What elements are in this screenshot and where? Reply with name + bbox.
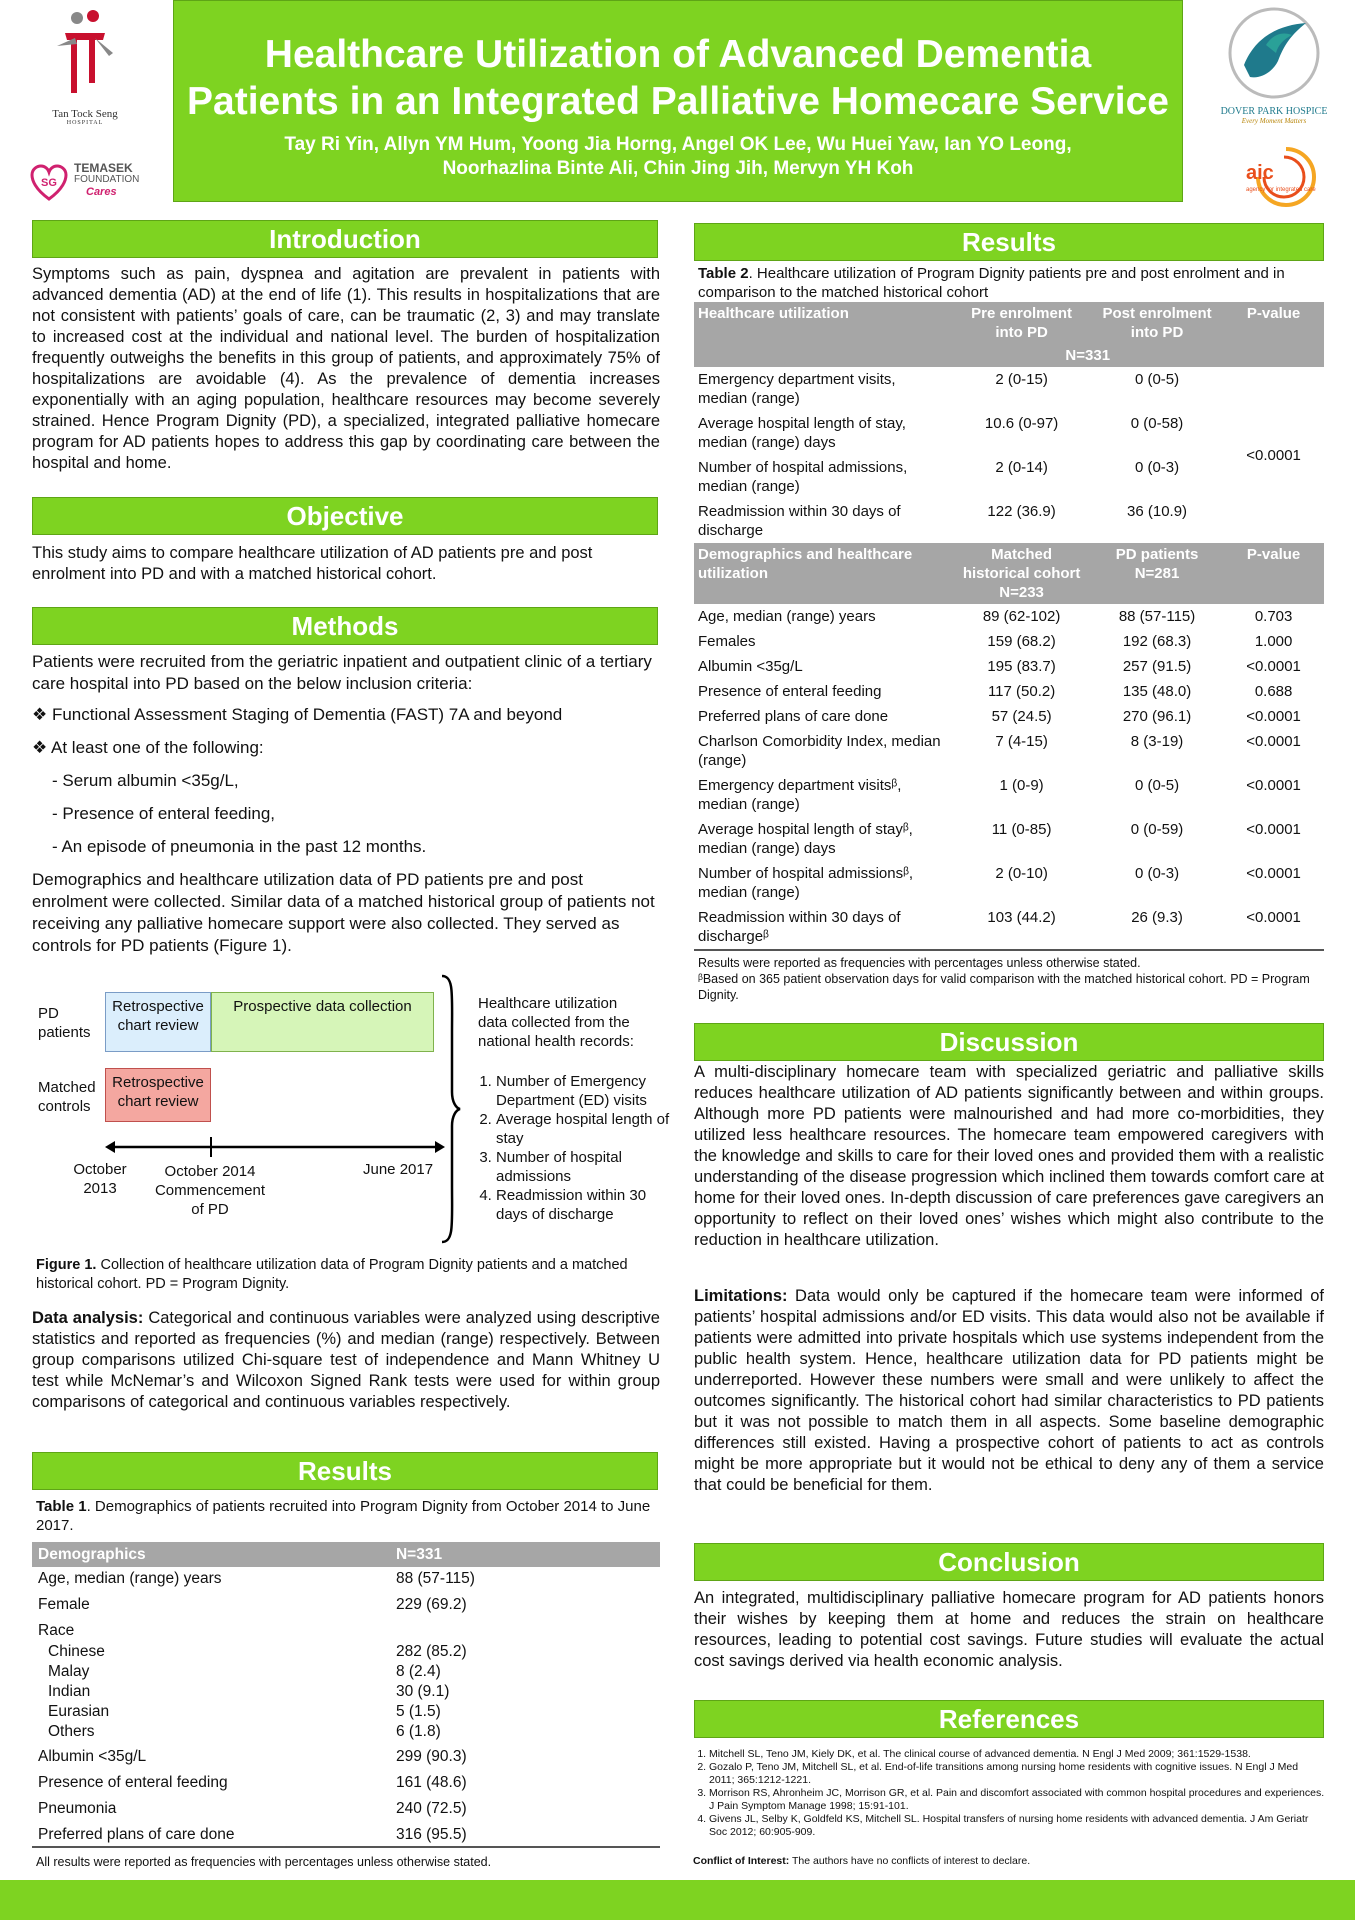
table-2-header: Pre enrolment into PD xyxy=(952,302,1091,344)
fig-hc-item: 3. Number of hospital admissions xyxy=(496,1148,670,1186)
table-cell xyxy=(390,1616,660,1642)
table-row xyxy=(32,1820,660,1847)
table-cell: 122 (36.9) xyxy=(987,503,1056,520)
aic-rings-icon xyxy=(1236,145,1322,207)
table-cell: Eurasian xyxy=(48,1703,110,1720)
title-line-1: Healthcare Utilization of Advanced Dementia xyxy=(264,33,1092,76)
table-2-p-value: <0.0001 xyxy=(1246,446,1301,464)
table-cell: 161 (48.6) xyxy=(395,1774,467,1791)
table-row xyxy=(694,367,1324,411)
methods-data-collection: Demographics and healthcare utilization data of PD patients pre and post enrolment were collected. Similar data of a matched historical group of patients not receiving any palliative homecare support were also collected. They served as controls for PD patients (Figure 1). xyxy=(32,870,655,955)
table-2-note: Results were reported as frequencies with percentages unless otherwise stated. xyxy=(698,956,1141,970)
table-cell: 159 (68.2) xyxy=(987,633,1056,650)
fig-oct-2014: October 2014 Commencement of PD xyxy=(154,1163,266,1218)
table-cell: Females xyxy=(698,633,756,650)
table-cell: 88 (57-115) xyxy=(1118,608,1196,625)
table-cell: 0 (0-3) xyxy=(1134,459,1180,476)
table-1-caption-label: Table 1 xyxy=(36,1498,87,1515)
limitations-label: Limitations: xyxy=(694,1287,788,1305)
temasek-logo xyxy=(30,160,160,205)
ttsh-logo xyxy=(30,8,140,138)
table-cell: 30 (9.1) xyxy=(395,1683,450,1700)
table-2 xyxy=(694,302,1324,1003)
reference-item: 1. Mitchell SL, Teno JM, Kiely DK, et al. The clinical course of advanced dementia. N Engl J Med 2009; 361:1529-1538. xyxy=(709,1748,1326,1761)
table-cell: 11 (0-85) xyxy=(991,821,1052,838)
table-cell: Preferred plans of care done xyxy=(38,1826,235,1843)
table-cell: Albumin <35g/L xyxy=(38,1748,147,1765)
fig-hc-list xyxy=(478,1072,670,1224)
footer-bar xyxy=(0,1880,1355,1920)
table-cell: 8 (2.4) xyxy=(395,1663,441,1680)
fig-brace xyxy=(440,974,462,1244)
temasek-name: TEMASEK xyxy=(74,161,133,175)
table-row xyxy=(694,905,1324,950)
table-cell: Emergency department visitsᵝ, median (range) xyxy=(698,777,902,813)
table-2-header: Healthcare utilization xyxy=(694,302,952,344)
table-cell: Preferred plans of care done xyxy=(698,708,889,725)
criterion-albumin: - Serum albumin <35g/L, xyxy=(52,771,239,790)
table-cell: 10.6 (0-97) xyxy=(984,415,1059,432)
figure-1 xyxy=(30,970,670,1250)
criterion-pneumonia: - An episode of pneumonia in the past 12 months. xyxy=(52,837,427,856)
objective-heading: Objective xyxy=(32,497,658,535)
table-cell: <0.0001 xyxy=(1246,733,1301,750)
conflict-of-interest xyxy=(693,1855,1326,1868)
temasek-cares: Cares xyxy=(86,186,117,198)
discussion-heading: Discussion xyxy=(694,1023,1324,1061)
table-1-caption-text: . Demographics of patients recruited into Program Dignity from October 2014 to June 2017. xyxy=(36,1498,651,1534)
references-heading: References xyxy=(694,1700,1324,1738)
table-1-header: N=331 xyxy=(390,1542,660,1567)
conclusion-text: An integrated, multidisciplinary palliative homecare program for AD patients honors their wishes by keeping them at home and reduces the strain on healthcare resources, leading to potential cost savings. Future studies will evaluate the actual cost savings derived via health economic analysis. xyxy=(694,1589,1324,1670)
table-cell: 89 (62-102) xyxy=(982,608,1061,625)
table-cell: 36 (10.9) xyxy=(1127,503,1188,520)
aic-logo xyxy=(1236,145,1322,207)
table-2-header: Post enrolment into PD xyxy=(1091,302,1223,344)
table-cell: Others xyxy=(48,1723,95,1740)
table-cell: 0 (0-5) xyxy=(1134,777,1180,794)
table-row xyxy=(694,679,1324,704)
introduction-text: Symptoms such as pain, dyspnea and agitation are prevalent in patients with advanced dementia (AD) at the end of life (1). This results in hospitalizations that are not consistent with patients’ goals of care, can be traumatic (2, 3) and may translate to increased cost at the individual and national level. The burden of hospitalization frequently outweighs the benefits in this group of patients, and approximately 75% of hospitalizations are avoidable (4). As the prevalence of dementia increases exponentially with an aging population, healthcare resources may become severely strained. Hence Program Dignity (PD), a specialized, integrated palliative homecare program for AD patients hopes to address this gap by coordinating care between the hospital and home. xyxy=(32,265,660,472)
table-cell: 229 (69.2) xyxy=(395,1596,467,1613)
table-cell: 26 (9.3) xyxy=(1131,909,1183,926)
table-row xyxy=(694,861,1324,905)
table-2-header: Matched historical cohort N=233 xyxy=(952,543,1091,604)
table-cell: Readmission within 30 days of discharge xyxy=(698,503,901,539)
table-cell: 117 (50.2) xyxy=(987,683,1056,700)
svg-text:aic: aic xyxy=(1246,162,1274,184)
ttsh-sub: HOSPITAL xyxy=(66,120,104,126)
table-cell: 135 (48.0) xyxy=(1122,683,1192,700)
methods-heading: Methods xyxy=(32,607,658,645)
fig-hc-item: 1. Number of Emergency Department (ED) visits xyxy=(496,1072,670,1110)
table-cell: Pneumonia xyxy=(38,1800,117,1817)
table-cell: 6 (1.8) xyxy=(395,1723,441,1740)
table-row xyxy=(694,817,1324,861)
introduction-heading: Introduction xyxy=(32,220,658,258)
results-heading-left: Results xyxy=(32,1452,658,1490)
table-cell: 0.703 xyxy=(1254,608,1293,625)
reference-item: 4. Givens JL, Selby K, Goldfeld KS, Mitchell SL. Hospital transfers of nursing home residents with advanced dementia. J Am Geriatr Soc 2012; 60:905-909. xyxy=(709,1813,1326,1839)
table-cell: Average hospital length of stayᵝ, median (range) days xyxy=(698,821,913,857)
table-cell: Emergency department visits, median (range) xyxy=(698,371,896,407)
table-cell: 299 (90.3) xyxy=(395,1748,467,1765)
table-cell: 316 (95.5) xyxy=(395,1826,467,1843)
figure-1-caption xyxy=(36,1256,656,1294)
table-cell: 2 (0-15) xyxy=(995,371,1048,388)
table-2-notes xyxy=(694,955,1324,1003)
table-cell: Number of hospital admissions, median (range) xyxy=(698,459,908,495)
table-cell: 103 (44.2) xyxy=(987,909,1056,926)
table-cell: 240 (72.5) xyxy=(395,1800,467,1817)
table-cell: Age, median (range) years xyxy=(698,608,876,625)
table-row xyxy=(32,1567,660,1590)
table-1-caption xyxy=(36,1497,658,1535)
table-row xyxy=(694,654,1324,679)
table-row xyxy=(32,1642,660,1662)
table-cell: Presence of enteral feeding xyxy=(38,1774,228,1791)
table-cell: 2 (0-14) xyxy=(995,459,1048,476)
data-analysis xyxy=(32,1308,660,1413)
data-analysis-label: Data analysis: xyxy=(32,1309,144,1327)
table-cell: 1.000 xyxy=(1254,633,1293,650)
table-cell: 0 (0-59) xyxy=(1130,821,1184,838)
table-2-caption xyxy=(698,264,1324,302)
table-2-caption-label: Table 2 xyxy=(698,265,749,282)
table-cell: 57 (24.5) xyxy=(991,708,1052,725)
table-cell: Malay xyxy=(48,1663,90,1680)
table-cell: Chinese xyxy=(48,1643,105,1660)
table-cell: <0.0001 xyxy=(1246,909,1301,926)
table-cell: Female xyxy=(38,1596,90,1613)
title-line-2: Patients in an Integrated Palliative Homecare Service xyxy=(187,80,1169,123)
methods-intro: Patients were recruited from the geriatric inpatient and outpatient clinic of a tertiary care hospital into PD based on the below inclusion criteria: xyxy=(32,652,652,693)
svg-text:SG: SG xyxy=(41,177,57,189)
reference-item: 3. Morrison RS, Ahronheim JC, Morrison GR, et al. Pain and discomfort associated with common hospital procedures and experiences. J Pain Symptom Manage 1998; 15:91-101. xyxy=(709,1787,1326,1813)
table-2-header: P-value xyxy=(1223,302,1324,344)
poster-title xyxy=(174,31,1182,125)
table-row xyxy=(694,629,1324,654)
fig-hc-item: 4. Readmission within 30 days of discharge xyxy=(496,1186,670,1224)
table-2-header: PD patients N=281 xyxy=(1091,543,1223,604)
ttsh-figure-icon xyxy=(45,8,125,103)
authors-line-2: Noorhazlina Binte Ali, Chin Jing Jih, Mervyn YH Koh xyxy=(442,158,914,179)
conclusion-heading: Conclusion xyxy=(694,1543,1324,1581)
table-row xyxy=(694,704,1324,729)
fig-retro-box-controls: Retrospective chart review xyxy=(105,1068,211,1122)
table-row xyxy=(32,1662,660,1682)
fig-retro-box-pd: Retrospective chart review xyxy=(105,992,211,1052)
fig-oct-2013: October 2013 xyxy=(73,1161,127,1197)
table-cell: 0.688 xyxy=(1254,683,1293,700)
table-cell: 88 (57-115) xyxy=(395,1570,475,1587)
limitations xyxy=(694,1286,1324,1496)
dph-tagline: Every Moment Matters xyxy=(1241,117,1307,125)
table-1-header: Demographics xyxy=(32,1542,390,1567)
authors-line-1: Tay Ri Yin, Allyn YM Hum, Yoong Jia Horng, Angel OK Lee, Wu Huei Yaw, Ian YO Leong, xyxy=(284,134,1072,155)
limitations-text: Data would only be captured if the homecare team were informed of patients’ hospital admissions and/or ED visits. This data would also not be available if patients were admitted into private hospitals which use systems independent from the public health system. Hence, healthcare utilization data for PD patients might be underreported. However these numbers were small and were unlikely to affect the outcomes significantly. The historical cohort had similar characteristics to PD patients but it was not possible to match them in all aspects. Some baseline demographic differences still existed. Having a prospective cohort of patients to act as controls might be more appropriate but it would not be ethical to deny any of them a service that could be beneficial for them. xyxy=(694,1287,1324,1494)
table-row xyxy=(32,1722,660,1742)
table-2-note: ᵝBased on 365 patient observation days for valid comparison with the matched historical cohort. PD = Program Dignity. xyxy=(698,972,1310,1002)
dover-park-hospice-logo xyxy=(1218,5,1330,140)
table-cell: <0.0001 xyxy=(1246,865,1301,882)
poster-header xyxy=(173,0,1183,202)
table-2-header: Demographics and healthcare utilization xyxy=(694,543,952,604)
table-cell: Albumin <35g/L xyxy=(698,658,803,675)
table-cell: Charlson Comorbidity Index, median (range) xyxy=(698,733,941,769)
table-cell: 0 (0-3) xyxy=(1134,865,1180,882)
dph-name: DOVER PARK HOSPICE xyxy=(1220,106,1328,117)
table-cell: 257 (91.5) xyxy=(1122,658,1192,675)
fig-hc-item: 2. Average hospital length of stay xyxy=(496,1110,670,1148)
authors xyxy=(174,133,1182,181)
table-row xyxy=(32,1768,660,1794)
discussion-text: A multi-disciplinary homecare team with specialized geriatric and palliative skills reduces healthcare utilization of AD patients significantly between and within groups. Although more PD patients were malnourished and had more co-morbidities, they utilized less healthcare resources. The homecare team empowered caregivers with the knowledge and skills to care for their loved ones and provided them with a realistic understanding of the disease progression which inclined them towards comfort care at home for their loved ones. In-depth discussion of care preferences gave caregivers an opportunity to reflect on their loved ones’ wishes which might also contribute to the reduction in healthcare utilization. xyxy=(694,1063,1324,1249)
svg-text:agency for integrated care: agency for integrated care xyxy=(1246,187,1316,193)
table-cell: 0 (0-58) xyxy=(1130,415,1184,432)
table-cell: <0.0001 xyxy=(1246,821,1301,838)
fig-matched-controls-label: Matched controls xyxy=(38,1079,96,1115)
table-cell: Average hospital length of stay, median (range) days xyxy=(698,415,906,451)
table-cell: 5 (1.5) xyxy=(395,1703,441,1720)
table-cell: 8 (3-19) xyxy=(1130,733,1184,750)
fig-pd-patients-label: PD patients xyxy=(38,1005,91,1041)
fig-timeline-arrow xyxy=(105,1135,445,1159)
table-cell: Age, median (range) years xyxy=(38,1570,222,1587)
table-row xyxy=(32,1590,660,1616)
table-row xyxy=(32,1702,660,1722)
table-1 xyxy=(32,1542,660,1873)
table-row xyxy=(32,1794,660,1820)
table-cell: 195 (83.7) xyxy=(987,658,1056,675)
coi-text: The authors have no conflicts of interest to declare. xyxy=(789,1855,1031,1867)
table-2-header: P-value xyxy=(1223,543,1324,604)
table-2-caption-text: . Healthcare utilization of Program Dignity patients pre and post enrolment and in comparison to the matched historical cohort xyxy=(698,265,1285,301)
criterion-one-of: ❖ At least one of the following: xyxy=(32,738,264,757)
sg-heart-icon xyxy=(30,164,68,202)
ttsh-name: Tan Tock Seng xyxy=(52,108,118,120)
fig-prospective-box: Prospective data collection xyxy=(211,992,434,1052)
table-cell: 192 (68.3) xyxy=(1122,633,1192,650)
objective-text: This study aims to compare healthcare utilization of AD patients pre and post enrolment into PD and with a matched historical cohort. xyxy=(32,544,593,583)
table-cell: Presence of enteral feeding xyxy=(698,683,882,700)
table-row xyxy=(32,1616,660,1642)
table-cell: 2 (0-10) xyxy=(995,865,1048,882)
figure-1-caption-label: Figure 1. xyxy=(36,1257,97,1273)
table-row xyxy=(694,604,1324,629)
results-heading-right: Results xyxy=(694,223,1324,261)
fig-jun-2017: June 2017 xyxy=(363,1161,434,1178)
temasek-foundation: FOUNDATION xyxy=(74,174,140,185)
table-row xyxy=(694,729,1324,773)
table-row xyxy=(32,1682,660,1702)
data-analysis-text: Categorical and continuous variables were analyzed using descriptive statistics and reported as frequencies (%) and median (range) respectively. Between group comparisons utilized Chi-square test of independence and Mann Whitney U test while McNemar’s and Wilcoxon Signed Rank tests were used for within group comparisons of categorical and continuous variables respectively. xyxy=(32,1309,660,1411)
coi-label: Conflict of Interest: xyxy=(693,1855,790,1867)
criterion-enteral: - Presence of enteral feeding, xyxy=(52,804,276,823)
table-cell: 7 (4-15) xyxy=(995,733,1048,750)
figure-1-caption-text: Collection of healthcare utilization data of Program Dignity patients and a matched historical cohort. PD = Program Dignity. xyxy=(36,1257,628,1292)
table-1-note: All results were reported as frequencies with percentages unless otherwise stated. xyxy=(36,1855,492,1869)
criterion-fast: ❖ Functional Assessment Staging of Dementia (FAST) 7A and beyond xyxy=(32,705,563,724)
table-row xyxy=(694,773,1324,817)
table-cell: 282 (85.2) xyxy=(395,1643,467,1660)
table-cell: 270 (96.1) xyxy=(1122,708,1192,725)
table-cell: 0 (0-5) xyxy=(1134,371,1180,388)
table-cell: <0.0001 xyxy=(1246,777,1301,794)
table-row xyxy=(32,1742,660,1768)
table-2-n: N=331 xyxy=(952,344,1223,367)
table-cell: Race xyxy=(38,1622,75,1639)
table-cell: <0.0001 xyxy=(1246,658,1301,675)
hospice-bird-icon xyxy=(1226,5,1322,101)
table-cell: Readmission within 30 days of dischargeᵝ xyxy=(698,909,901,945)
table-cell: <0.0001 xyxy=(1246,708,1301,725)
methods-body xyxy=(32,651,660,957)
reference-item: 2. Gozalo P, Teno JM, Mitchell SL, et al. End-of-life transitions among nursing home residents with cognitive issues. N Engl J Med 2011; 365:1212-1221. xyxy=(709,1761,1326,1787)
references-list xyxy=(693,1748,1326,1868)
table-cell: Indian xyxy=(48,1683,91,1700)
table-cell: Number of hospital admissionsᵝ, median (range) xyxy=(698,865,914,901)
fig-hc-title: Healthcare utilization data collected from the national health records: xyxy=(478,995,634,1050)
table-cell: 1 (0-9) xyxy=(999,777,1044,794)
